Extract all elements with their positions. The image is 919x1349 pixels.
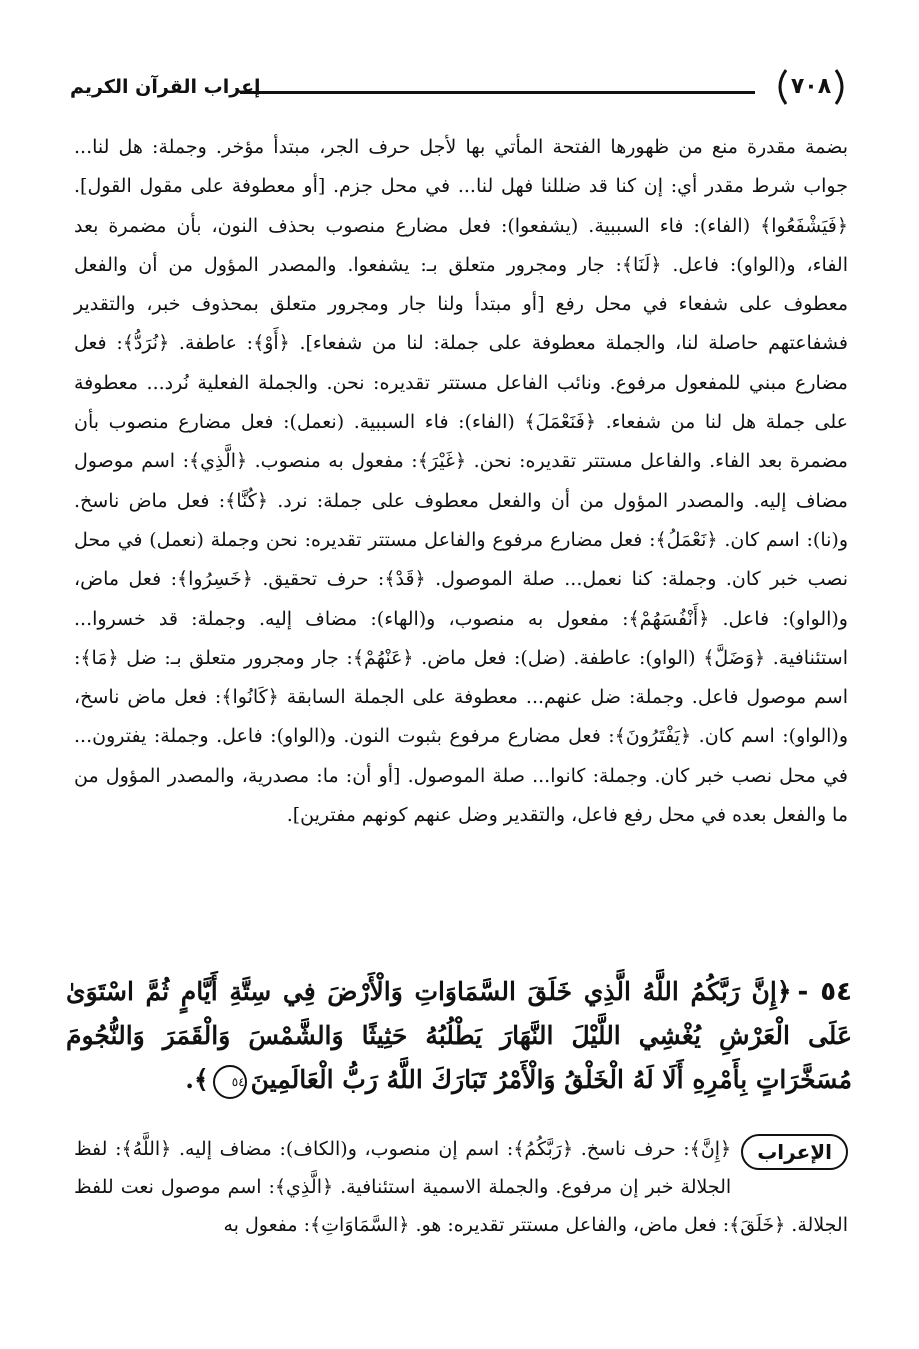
commentary-paragraph: بضمة مقدرة منع من ظهورها الفتحة المأتي بها لأجل حرف الجر، مبتدأ مؤخر. وجملة: هل لنا... جواب شرط مقدر أي: إن كنا قد ضللنا فهل لنا... في محل جزم. [أو معطوفة على مقول القول]. ﴿فَيَشْفَعُوا﴾ (الفاء): فاء السببية. (يشفعوا): فعل مضارع منصوب بحذف النون، بأن مضمرة بعد الفاء، و(الواو): فاعل. ﴿لَنَا﴾: جار ومجرور متعلق بـ: يشفعوا. والمصدر المؤول من أن والفعل معطوف على شفعاء في محل رفع [أو مبتدأ ولنا جار ومجرور متعلق بمحذوف خبر، والتقدير فشفاعتهم حاصلة لنا، والجملة معطوفة على جملة: لنا من شفعاء]. ﴿أَوْ﴾: عاطفة. ﴿نُرَدُّ﴾: فعل مضارع مبني للمفعول مرفوع. ونائب الفاعل مستتر تقديره: نحن. والجملة الفعلية نُرد... معطوفة على جملة هل لنا من شفعاء. ﴿فَنَعْمَلَ﴾ (الفاء): فاء السببية. (نعمل): فعل مضارع منصوب بأن مضمرة بعد الفاء. والفاعل مستتر تقديره: نحن. ﴿غَيْرَ﴾: مفعول به منصوب. ﴿الَّذِي﴾: اسم موصول مضاف إليه. والمصدر المؤول من أن والفعل معطوف على جملة: نرد. ﴿كُنَّا﴾: فعل ماض ناسخ. و(نا): اسم كان. ﴿نَعْمَلُ﴾: فعل مضارع مرفوع والفاعل مستتر تقديره: نحن وجملة (نعمل) في محل نصب خبر كان. وجملة: كنا نعمل... صلة الموصول. ﴿قَدْ﴾: حرف تحقيق. ﴿خَسِرُوا﴾: فعل ماض، و(الواو): فاعل. ﴿أَنْفُسَهُمْ﴾: مفعول به منصوب، و(الهاء): مضاف إليه. وجملة: قد خسروا... استئنافية. ﴿وَضَلَّ﴾ (الواو): عاطفة. (ضل): فعل ماض. ﴿عَنْهُمْ﴾: جار ومجرور متعلق بـ: ضل ﴿مَا﴾: اسم موصول فاعل. وجملة: ضل عنهم... معطوفة على الجملة السابقة ﴿كَانُوا﴾: فعل ماض ناسخ، و(الواو): اسم كان. ﴿يَفْتَرُونَ﴾: فعل مضارع مرفوع بثبوت النون. و(الواو): فاعل. وجملة: يفترون... في محل نصب خبر كان. وجملة: كانوا... صلة الموصول. [أو أن: ما: مصدرية، والمصدر المؤول من ما والفعل بعده في محل رفع فاعل، والتقدير وضل عنهم كونهم مفترين]. bbox=[74, 136, 848, 827]
irab-label-badge: الإعراب bbox=[741, 1134, 848, 1170]
book-title: إعراب القرآن الكريم bbox=[70, 76, 261, 98]
irab-section bbox=[74, 1130, 848, 1244]
page-number: ٧٠٨ bbox=[790, 74, 832, 99]
header-rule bbox=[240, 91, 755, 94]
verse-closing: ﴾. bbox=[185, 1065, 209, 1094]
verse-text: ﴿إِنَّ رَبَّكُمُ اللَّهُ الَّذِي خَلَقَ السَّمَاوَاتِ وَالْأَرْضَ فِي سِتَّةِ أَيَّامٍ ثُمَّ اسْتَوَىٰ عَلَى الْعَرْشِ يُغْشِي اللَّيْلَ النَّهَارَ يَطْلُبُهُ حَثِيثًا وَالشَّمْسَ وَالْقَمَرَ وَالنُّجُومَ مُسَخَّرَاتٍ بِأَمْرِهِ أَلَا لَهُ الْخَلْقُ وَالْأَمْرُ تَبَارَكَ اللَّهُ رَبُّ الْعَالَمِينَ bbox=[66, 977, 852, 1094]
commentary-text bbox=[74, 128, 848, 835]
irab-text: ﴿إِنَّ﴾: حرف ناسخ. ﴿رَبَّكُمُ﴾: اسم إن منصوب، و(الكاف): مضاف إليه. ﴿اللَّهُ﴾: لفظ الجلالة خبر إن مرفوع. والجملة الاسمية استئنافية. ﴿الَّذِي﴾: اسم موصول نعت للفظ الجلالة. ﴿خَلَقَ﴾: فعل ماض، والفاعل مستتر تقديره: هو. ﴿السَّمَاوَاتِ﴾: مفعول به bbox=[74, 1138, 848, 1236]
verse-number: ٥٤ - bbox=[797, 977, 853, 1007]
page-header bbox=[70, 60, 850, 120]
verse-block bbox=[66, 970, 852, 1102]
ayah-end-marker-icon: ٥٤ bbox=[213, 1065, 247, 1099]
page-number-frame bbox=[772, 66, 850, 108]
